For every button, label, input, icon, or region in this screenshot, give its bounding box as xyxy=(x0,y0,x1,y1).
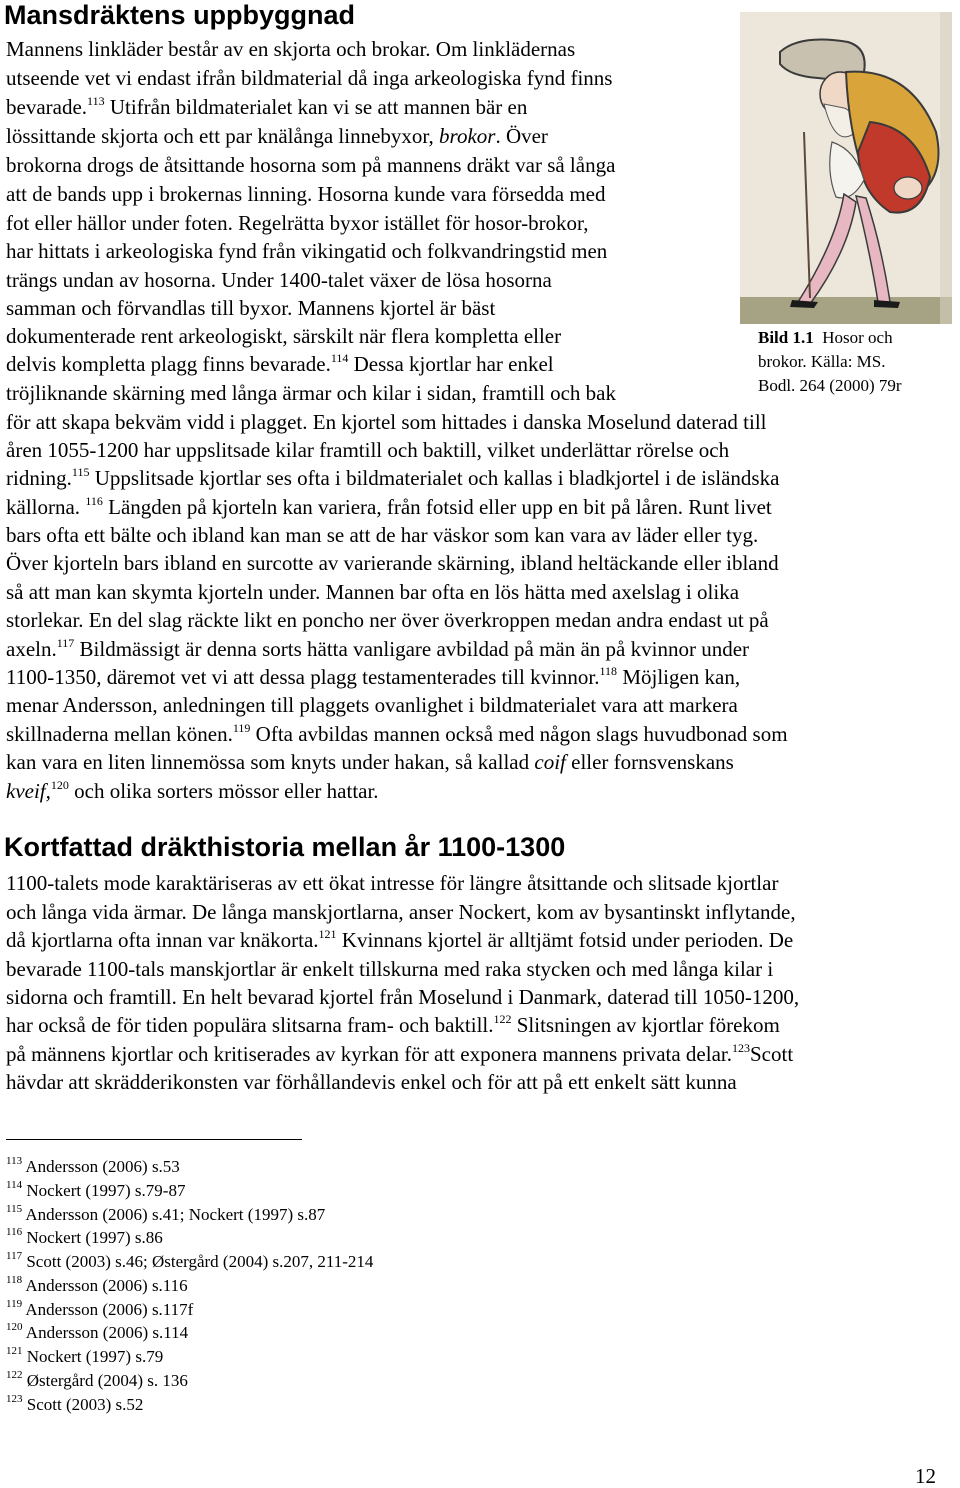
text: Dessa kjortlar har enkel xyxy=(348,352,554,376)
footnote xyxy=(6,1298,193,1321)
figure-caption-line-2: brokor. Källa: MS. xyxy=(758,352,886,371)
footnote-number: 113 xyxy=(6,1155,23,1168)
footnote xyxy=(6,1393,143,1416)
footnote xyxy=(6,1250,373,1273)
footnote-ref: 121 xyxy=(318,927,337,941)
text: Kvinnans kjortel är alltjämt fotsid under perioden. De xyxy=(336,928,794,952)
body-line xyxy=(6,1040,793,1069)
second-head xyxy=(894,177,922,199)
body-line: tröjliknande skärning med långa ärmar och kilar i sidan, framtill och bak xyxy=(6,381,616,405)
body-line: bars ofta ett bälte och ibland kan man se att de har väskor som kan vara av läder eller tyg. xyxy=(6,523,759,547)
body-line: att de bands upp i brokernas linning. Hosorna kunde vara försedda med xyxy=(6,182,606,206)
footnote-ref: 113 xyxy=(87,94,105,108)
footnote-text: Andersson (2006) s.117f xyxy=(22,1300,194,1319)
caption-text-1: Hosor och xyxy=(822,328,893,347)
text: 1100-1350, däremot vet vi att dessa plagg testamenterades till kvinnor. xyxy=(6,665,600,689)
footnote-ref: 122 xyxy=(493,1012,512,1026)
caption-label: Bild 1.1 xyxy=(758,328,814,347)
text: . Över xyxy=(495,124,548,148)
body-line: 1100-talets mode karaktäriseras av ett ökat intresse för längre åtsittande och slitsade kjortlar xyxy=(6,871,779,895)
text: källorna. xyxy=(6,495,86,519)
footnote-ref: 118 xyxy=(599,664,618,678)
page-edge xyxy=(940,12,952,324)
body-line xyxy=(6,93,527,122)
italic-term: kveif, xyxy=(6,779,51,803)
footnote-text: Scott (2003) s.52 xyxy=(22,1395,144,1414)
text: Längden på kjorteln kan variera, från fotsid eller upp en bit på låren. Runt livet xyxy=(102,495,772,519)
footnote-text: Nockert (1997) s.86 xyxy=(22,1228,163,1247)
text: bevarade. xyxy=(6,95,88,119)
body-line: samman och förvandlas till byxor. Mannens kjortel är bäst xyxy=(6,296,496,320)
body-line xyxy=(6,748,734,777)
text: Bildmässigt är denna sorts hätta vanligare avbildad på män än på kvinnor under xyxy=(74,637,750,661)
body-line: menar Andersson, anledningen till plaggets ovanlighet i bildmaterialet vara att markera xyxy=(6,693,738,717)
footnote-number: 114 xyxy=(6,1179,23,1192)
body-line: brokorna drogs de åtsittande hosorna som på mannens dräkt var så långa xyxy=(6,153,616,177)
footnote-ref: 117 xyxy=(56,636,75,650)
text: Utifrån bildmaterialet kan vi se att mannen bär en xyxy=(104,95,528,119)
text: ridning. xyxy=(6,466,72,490)
body-line: utseende vet vi endast ifrån bildmaterial då inga arkeologiska fynd finns xyxy=(6,66,613,90)
manuscript-illustration xyxy=(740,12,952,324)
body-line xyxy=(6,350,554,379)
footnote xyxy=(6,1203,325,1226)
body-line xyxy=(6,777,379,806)
text: Slitsningen av kjortlar förekom xyxy=(511,1013,780,1037)
body-line xyxy=(6,635,749,664)
body-line: så att man kan skymta kjorteln under. Mannen bar ofta en lös hätta med axelslag i olika xyxy=(6,580,740,604)
body-line: dokumenterade rent arkeologiskt, särskilt när flera kompletta eller xyxy=(6,324,562,348)
footnote xyxy=(6,1155,180,1178)
footnote-text: Nockert (1997) s.79-87 xyxy=(22,1181,186,1200)
ground-strip xyxy=(740,297,952,324)
text: Scott xyxy=(749,1042,794,1066)
text: på männens kjortlar och kritiserades av kyrkan för att exponera mannens privata delar. xyxy=(6,1042,732,1066)
body-line xyxy=(6,1011,780,1040)
body-line: trängs undan av hosorna. Under 1400-talet växer de lösa hosorna xyxy=(6,268,552,292)
body-line: för att skapa bekväm vidd i plagget. En kjortel som hittades i danska Moselund daterad till xyxy=(6,410,767,434)
text: då kjortlarna ofta innan var knäkorta. xyxy=(6,928,319,952)
text: axeln. xyxy=(6,637,57,661)
body-line: storlekar. En del slag räckte likt en poncho ner över överkroppen medan andra endast ut på xyxy=(6,608,769,632)
footnote-ref: 114 xyxy=(330,351,349,365)
body-line: och långa vida ärmar. De långa manskjortlarna, anser Nockert, kom av bysantinskt inflytande, xyxy=(6,900,796,924)
text: har också de för tiden populära slitsarna fram- och baktill. xyxy=(6,1013,494,1037)
footnote xyxy=(6,1321,188,1344)
footnote-text: Scott (2003) s.46; Østergård (2004) s.207, 211-214 xyxy=(22,1252,374,1271)
footnote-number: 122 xyxy=(6,1369,23,1382)
body-line: sidorna och framtill. En helt bevarad kjortel från Moselund i Danmark, daterad till 1050-1200, xyxy=(6,985,800,1009)
footnote-text: Andersson (2006) s.53 xyxy=(22,1157,180,1176)
footnote-text: Østergård (2004) s. 136 xyxy=(22,1371,188,1390)
footnote-number: 120 xyxy=(6,1321,23,1334)
text: Möjligen kan, xyxy=(617,665,741,689)
footnote-ref: 115 xyxy=(71,465,90,479)
footnote-number: 119 xyxy=(6,1298,23,1311)
body-line xyxy=(6,122,548,151)
body-line: hävdar att skrädderikonsten var förhållandevis enkel och för att på ett enkelt sätt kunna xyxy=(6,1070,737,1094)
body-line xyxy=(6,720,788,749)
figure-caption-line-3: Bodl. 264 (2000) 79r xyxy=(758,376,902,395)
footnote xyxy=(6,1345,163,1368)
text: lössittande skjorta och ett par knälånga linnebyxor, xyxy=(6,124,440,148)
italic-term: brokor xyxy=(439,124,496,148)
text: skillnaderna mellan könen. xyxy=(6,722,233,746)
footnote-text: Nockert (1997) s.79 xyxy=(22,1347,164,1366)
footnote xyxy=(6,1179,185,1202)
body-line: fot eller hällor under foten. Regelrätta byxor istället för hosor-brokor, xyxy=(6,211,589,235)
body-line xyxy=(6,493,772,522)
footnote-ref: 116 xyxy=(85,494,103,508)
body-line xyxy=(6,663,740,692)
text: Ofta avbildas mannen också med någon slags huvudbonad som xyxy=(250,722,788,746)
body-line: bevarade 1100-tals manskjortlar är enkelt tillskurna med raka stycken och med långa kilar i xyxy=(6,957,774,981)
italic-term: coif xyxy=(534,750,566,774)
text: kan vara en liten linnemössa som knyts under hakan, så kallad xyxy=(6,750,535,774)
footnote-text: Andersson (2006) s.116 xyxy=(22,1276,188,1295)
body-line xyxy=(6,464,779,493)
footnote-number: 115 xyxy=(6,1203,23,1216)
text: delvis kompletta plagg finns bevarade. xyxy=(6,352,331,376)
footnote-ref: 119 xyxy=(232,721,251,735)
figure-caption-line-1 xyxy=(758,327,893,349)
footnote xyxy=(6,1369,188,1392)
text: eller fornsvenskans xyxy=(565,750,734,774)
footnote-number: 118 xyxy=(6,1274,23,1287)
body-line xyxy=(6,926,793,955)
footnote-number: 121 xyxy=(6,1345,23,1358)
body-line: åren 1055-1200 har uppslitsade kilar framtill och baktill, vilket underlättar rörelse och xyxy=(6,438,730,462)
manuscript-figure xyxy=(740,12,952,324)
text: Uppslitsade kjortlar ses ofta i bildmaterialet och kallas i bladkjortel i de isländska xyxy=(89,466,780,490)
footnote-ref: 120 xyxy=(50,778,69,792)
section-heading-1: Mansdräktens uppbyggnad xyxy=(4,0,356,30)
body-line: Mannens linkläder består av en skjorta och brokar. Om linklädernas xyxy=(6,37,576,61)
footnote-text: Andersson (2006) s.114 xyxy=(22,1323,189,1342)
footnote-text: Andersson (2006) s.41; Nockert (1997) s.87 xyxy=(22,1205,326,1224)
footnote xyxy=(6,1274,188,1297)
body-line: har hittats i arkeologiska fynd från vikingatid och folkvandringstid men xyxy=(6,239,608,263)
text: och olika sorters mössor eller hattar. xyxy=(68,779,379,803)
footnote-separator xyxy=(6,1139,302,1140)
footnote xyxy=(6,1226,163,1249)
page-number: 12 xyxy=(915,1464,936,1488)
footnote-ref: 123 xyxy=(731,1041,750,1055)
footnote-number: 123 xyxy=(6,1393,23,1406)
footnote-number: 117 xyxy=(6,1250,23,1263)
footnote-number: 116 xyxy=(6,1226,23,1239)
section-heading-2: Kortfattad dräkthistoria mellan år 1100-1300 xyxy=(4,832,566,862)
body-line: Över kjorteln bars ibland en surcotte av varierande skärning, ibland heltäckande eller ibland xyxy=(6,551,779,575)
